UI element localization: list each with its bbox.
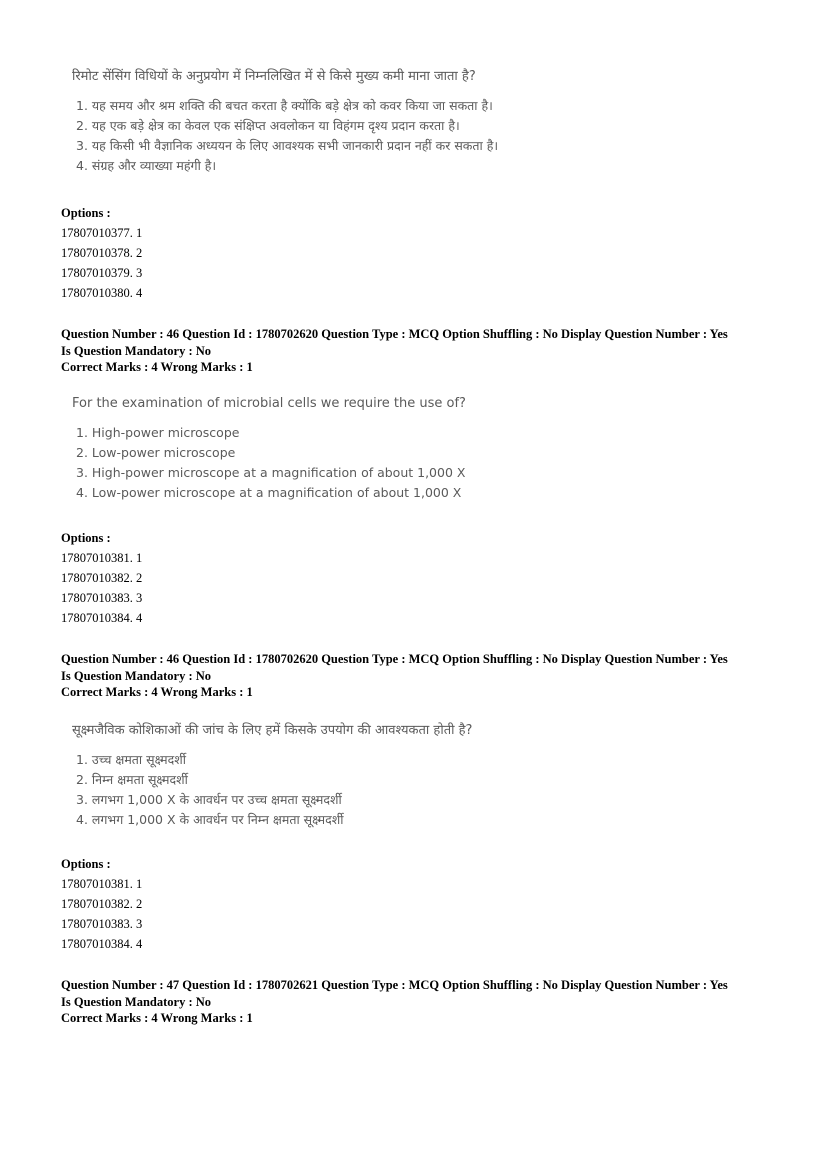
options-label: Options : bbox=[61, 857, 111, 871]
question-option-4: 4. लगभग 1,000 X के आवर्धन पर निम्न क्षमता सूक्ष्मदर्शी bbox=[76, 812, 344, 827]
meta-line: Correct Marks : 4 Wrong Marks : 1 bbox=[61, 685, 253, 699]
question-meta bbox=[61, 977, 728, 1027]
question-option-3: 3. लगभग 1,000 X के आवर्धन पर उच्च क्षमता सूक्ष्मदर्शी bbox=[76, 792, 342, 807]
question-image-hindi-microscope bbox=[72, 720, 472, 832]
option-id-row: 17807010381. 1 bbox=[61, 877, 143, 891]
question-meta bbox=[61, 651, 728, 701]
option-id-row: 17807010380. 4 bbox=[61, 286, 143, 300]
meta-line: Question Number : 46 Question Id : 1780702620 Question Type : MCQ Option Shuffling : No Display Question Number : Yes bbox=[61, 327, 728, 341]
option-id-row: 17807010377. 1 bbox=[61, 226, 143, 240]
question-option-2: 2. यह एक बड़े क्षेत्र का केवल एक संक्षिप्त अवलोकन या विहंगम दृश्य प्रदान करता है। bbox=[76, 118, 460, 133]
question-option-3: 3. यह किसी भी वैज्ञानिक अध्ययन के लिए आवश्यक सभी जानकारी प्रदान नहीं कर सकता है। bbox=[76, 138, 499, 153]
question-option-1: 1. High-power microscope bbox=[76, 425, 240, 440]
meta-line: Question Number : 46 Question Id : 1780702620 Question Type : MCQ Option Shuffling : No Display Question Number : Yes bbox=[61, 652, 728, 666]
question-option-1: 1. उच्च क्षमता सूक्ष्मदर्शी bbox=[76, 752, 187, 767]
question-image-english-microscope bbox=[72, 396, 466, 505]
meta-line: Is Question Mandatory : No bbox=[61, 343, 212, 358]
meta-line: Is Question Mandatory : No bbox=[61, 668, 212, 683]
question-meta bbox=[61, 326, 728, 376]
options-list bbox=[61, 528, 142, 628]
question-text: For the examination of microbial cells we require the use of? bbox=[72, 396, 466, 411]
options-list bbox=[61, 854, 142, 954]
option-id-row: 17807010383. 3 bbox=[61, 591, 143, 605]
question-option-3: 3. High-power microscope at a magnification of about 1,000 X bbox=[76, 465, 466, 480]
options-list bbox=[61, 203, 142, 303]
option-id-row: 17807010378. 2 bbox=[61, 246, 143, 260]
option-id-row: 17807010379. 3 bbox=[61, 266, 143, 280]
options-label: Options : bbox=[61, 531, 111, 545]
question-option-1: 1. यह समय और श्रम शक्ति की बचत करता है क्योंकि बड़े क्षेत्र को कवर किया जा सकता है। bbox=[76, 98, 493, 113]
meta-line: Correct Marks : 4 Wrong Marks : 1 bbox=[61, 1011, 253, 1025]
question-text: रिमोट सेंसिंग विधियों के अनुप्रयोग में निम्नलिखित में से किसे मुख्य कमी माना जाता है? bbox=[72, 69, 476, 84]
option-id-row: 17807010384. 4 bbox=[61, 611, 143, 625]
question-option-4: 4. Low-power microscope at a magnification of about 1,000 X bbox=[76, 485, 462, 500]
question-option-2: 2. निम्न क्षमता सूक्ष्मदर्शी bbox=[76, 772, 188, 787]
option-id-row: 17807010384. 4 bbox=[61, 937, 143, 951]
question-text: सूक्ष्मजैविक कोशिकाओं की जांच के लिए हमें किसके उपयोग की आवश्यकता होती है? bbox=[72, 723, 473, 738]
option-id-row: 17807010381. 1 bbox=[61, 551, 143, 565]
meta-line: Correct Marks : 4 Wrong Marks : 1 bbox=[61, 360, 253, 374]
option-id-row: 17807010382. 2 bbox=[61, 571, 143, 585]
question-option-4: 4. संग्रह और व्याख्या महंगी है। bbox=[76, 158, 217, 173]
meta-line: Is Question Mandatory : No bbox=[61, 994, 212, 1009]
question-option-2: 2. Low-power microscope bbox=[76, 445, 236, 460]
meta-line: Question Number : 47 Question Id : 1780702621 Question Type : MCQ Option Shuffling : No Display Question Number : Yes bbox=[61, 978, 728, 992]
option-id-row: 17807010382. 2 bbox=[61, 897, 143, 911]
question-image-hindi-remote-sensing bbox=[72, 66, 498, 178]
option-id-row: 17807010383. 3 bbox=[61, 917, 143, 931]
options-label: Options : bbox=[61, 206, 111, 220]
